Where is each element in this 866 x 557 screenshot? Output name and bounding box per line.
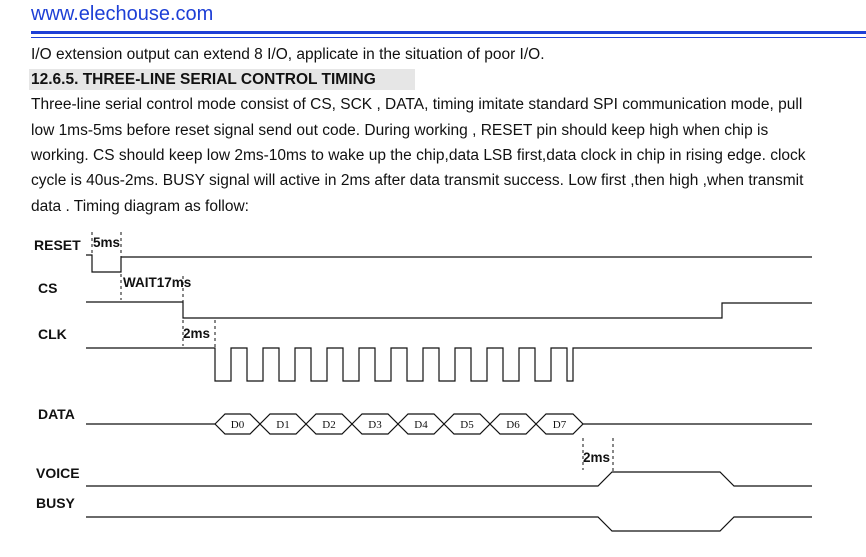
signal-label-voice: VOICE [36,465,80,481]
paragraph-line: low 1ms-5ms before reset signal send out code. During working , RESET pin should keep high when chip is [31,122,769,139]
cs-waveform [86,302,812,318]
annotation-reset-pulse: 5ms [93,235,121,250]
reset-waveform [86,255,812,272]
signal-label-clk: CLK [38,326,67,342]
voice-waveform [86,472,812,486]
signal-label-data: DATA [38,406,75,422]
data-bit-label: D1 [276,419,290,431]
intro-line: I/O extension output can extend 8 I/O, applicate in the situation of poor I/O. [31,46,545,63]
clk-waveform [86,348,812,381]
data-bit-label: D4 [414,419,428,431]
data-bit-label: D7 [552,419,567,431]
signal-label-reset: RESET [34,237,81,253]
signal-label-busy: BUSY [36,495,75,511]
data-bit-label: D6 [506,419,520,431]
section-title: 12.6.5. THREE-LINE SERIAL CONTROL TIMING [31,71,376,88]
data-bit-label: D2 [322,419,336,431]
site-link[interactable]: www.elechouse.com [31,3,214,25]
annotation-voice-delay: 2ms [583,450,611,465]
paragraph-line: Three-line serial control mode consist of CS, SCK , DATA, timing imitate standard SPI communication mode, pull [31,96,803,113]
busy-waveform [86,517,812,531]
paragraph-line: cycle is 40us-2ms. BUSY signal will active in 2ms after data transmit success. Low first ,then high ,when transmit [31,172,804,189]
annotation-cs-wait: WAIT17ms [123,275,192,290]
annotation-clk-delay: 2ms [183,326,211,341]
data-bit-label: D3 [368,419,382,431]
data-bit-label: D0 [230,419,245,431]
signal-label-cs: CS [38,280,58,296]
paragraph-line: data . Timing diagram as follow: [31,198,249,215]
paragraph-line: working. CS should keep low 2ms-10ms to wake up the chip,data LSB first,data clock in chip in rising edge. clock [31,147,806,164]
data-bit-label: D5 [460,419,474,431]
